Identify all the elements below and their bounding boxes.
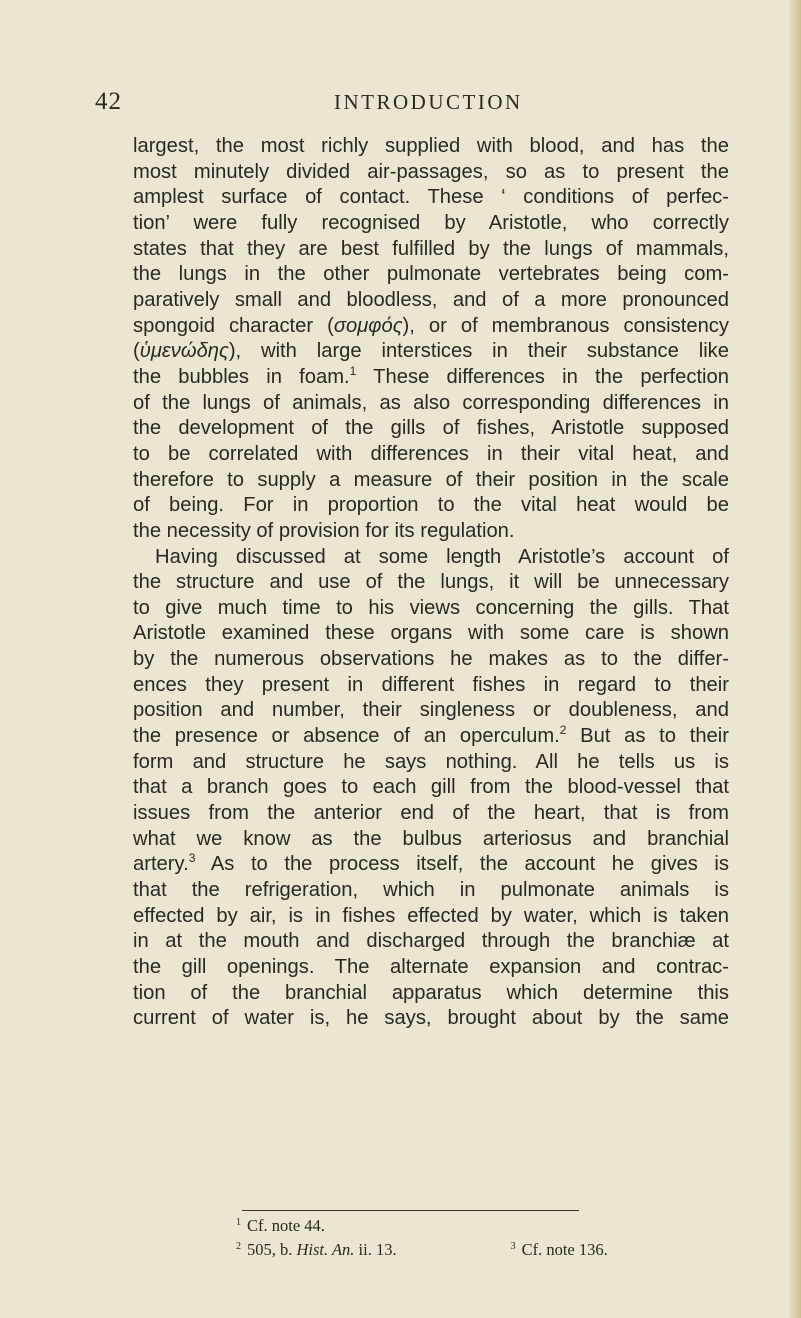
page-edge [789, 0, 801, 1318]
text-line: of the lungs of animals, as also corresponding differences in [133, 391, 729, 414]
text-line: of being. For in proportion to the vital heat would be [133, 494, 729, 517]
running-head: INTRODUCTION [334, 90, 523, 114]
text-line: most minutely divided air-passages, so as to present the [133, 160, 729, 183]
text-line: the gill openings. The alternate expansion and contrac- [133, 956, 729, 978]
work-title: Hist. An. [296, 1240, 355, 1259]
text-line: the bubbles in foam.$^1$ These differences in the perfection [133, 363, 729, 388]
footnote-2-3: $^2$ 505, b. Hist. An. ii. 13. $^3$ Cf. note 136. [236, 1240, 608, 1259]
text-line: the presence or absence of an operculum.$^2$ But as to their [133, 723, 729, 748]
greek-term: ὑμενώδης [139, 340, 229, 363]
footnote-ref: 3 [188, 851, 196, 866]
footnote-ref: 1 [349, 363, 357, 378]
text-line: by the numerous observations he makes as to the differ- [133, 648, 729, 671]
text-line: Aristotle examined these organs with some care is shown [133, 622, 729, 645]
text-line: in at the mouth and discharged through the branchiæ at [133, 930, 729, 953]
text-line: to give much time to his views concerning the gills. That [133, 596, 729, 619]
text-line: tion’ were fully recognised by Aristotle, who correctly [133, 211, 729, 234]
footnote-mark: 2 [236, 1241, 241, 1252]
text-line: the development of the gills of fishes, Aristotle supposed [133, 417, 729, 440]
text-line: largest, the most richly supplied with blood, and has the [133, 135, 729, 157]
text-line: effected by air, is in fishes effected by water, which is taken [133, 904, 729, 927]
text-line: ences they present in different fishes in regard to their [133, 673, 729, 696]
text-line: current of water is, he says, brought about by the same [133, 1007, 729, 1030]
text-line: tion of the branchial apparatus which determine this [133, 981, 729, 1004]
footnote-mark: 1 [236, 1217, 241, 1228]
text-line: artery.$^3$ As to the process itself, the account he gives is [133, 851, 729, 876]
body-text [133, 134, 729, 1032]
text-line: therefore to supply a measure of their position in the scale [133, 468, 729, 491]
text-line: what we know as the bulbus arteriosus and branchial [133, 827, 729, 850]
text-line: the necessity of provision for its regulation. [133, 519, 515, 542]
footnote-1: $^1$ Cf. note 44. [236, 1216, 325, 1235]
footnote-ref: 2 [559, 723, 567, 738]
text-line: that the refrigeration, which in pulmonate animals is [133, 879, 729, 902]
footnote-divider [242, 1210, 579, 1211]
page-header [0, 88, 801, 122]
text-line: (ὑμενώδης), with large interstices in their substance like [133, 340, 729, 363]
text-line: paratively small and bloodless, and of a more pronounced [133, 288, 729, 311]
text-line: amplest surface of contact. These ‘ conditions of perfec- [133, 186, 729, 209]
page-number: 42 [95, 88, 122, 115]
text-line: position and number, their singleness or doubleness, and [133, 699, 729, 722]
text-line: spongoid character (σομφός), or of membranous consistency [133, 314, 729, 337]
text-line: Having discussed at some length Aristotle’s account of [155, 545, 729, 568]
text-line: the structure and use of the lungs, it will be unnecessary [133, 571, 729, 594]
text-line: that a branch goes to each gill from the blood-vessel that [133, 776, 729, 799]
footnote-mark: 3 [510, 1241, 516, 1252]
text-line: the lungs in the other pulmonate vertebrates being com- [133, 263, 729, 286]
footnotes [236, 1214, 608, 1262]
greek-term: σομφός [333, 314, 403, 337]
text-line: to be correlated with differences in their vital heat, and [133, 442, 729, 465]
text-line: states that they are best fulfilled by the lungs of mammals, [133, 237, 729, 260]
text-line: issues from the anterior end of the heart, that is from [133, 802, 729, 825]
text-line: form and structure he says nothing. All he tells us is [133, 750, 729, 773]
